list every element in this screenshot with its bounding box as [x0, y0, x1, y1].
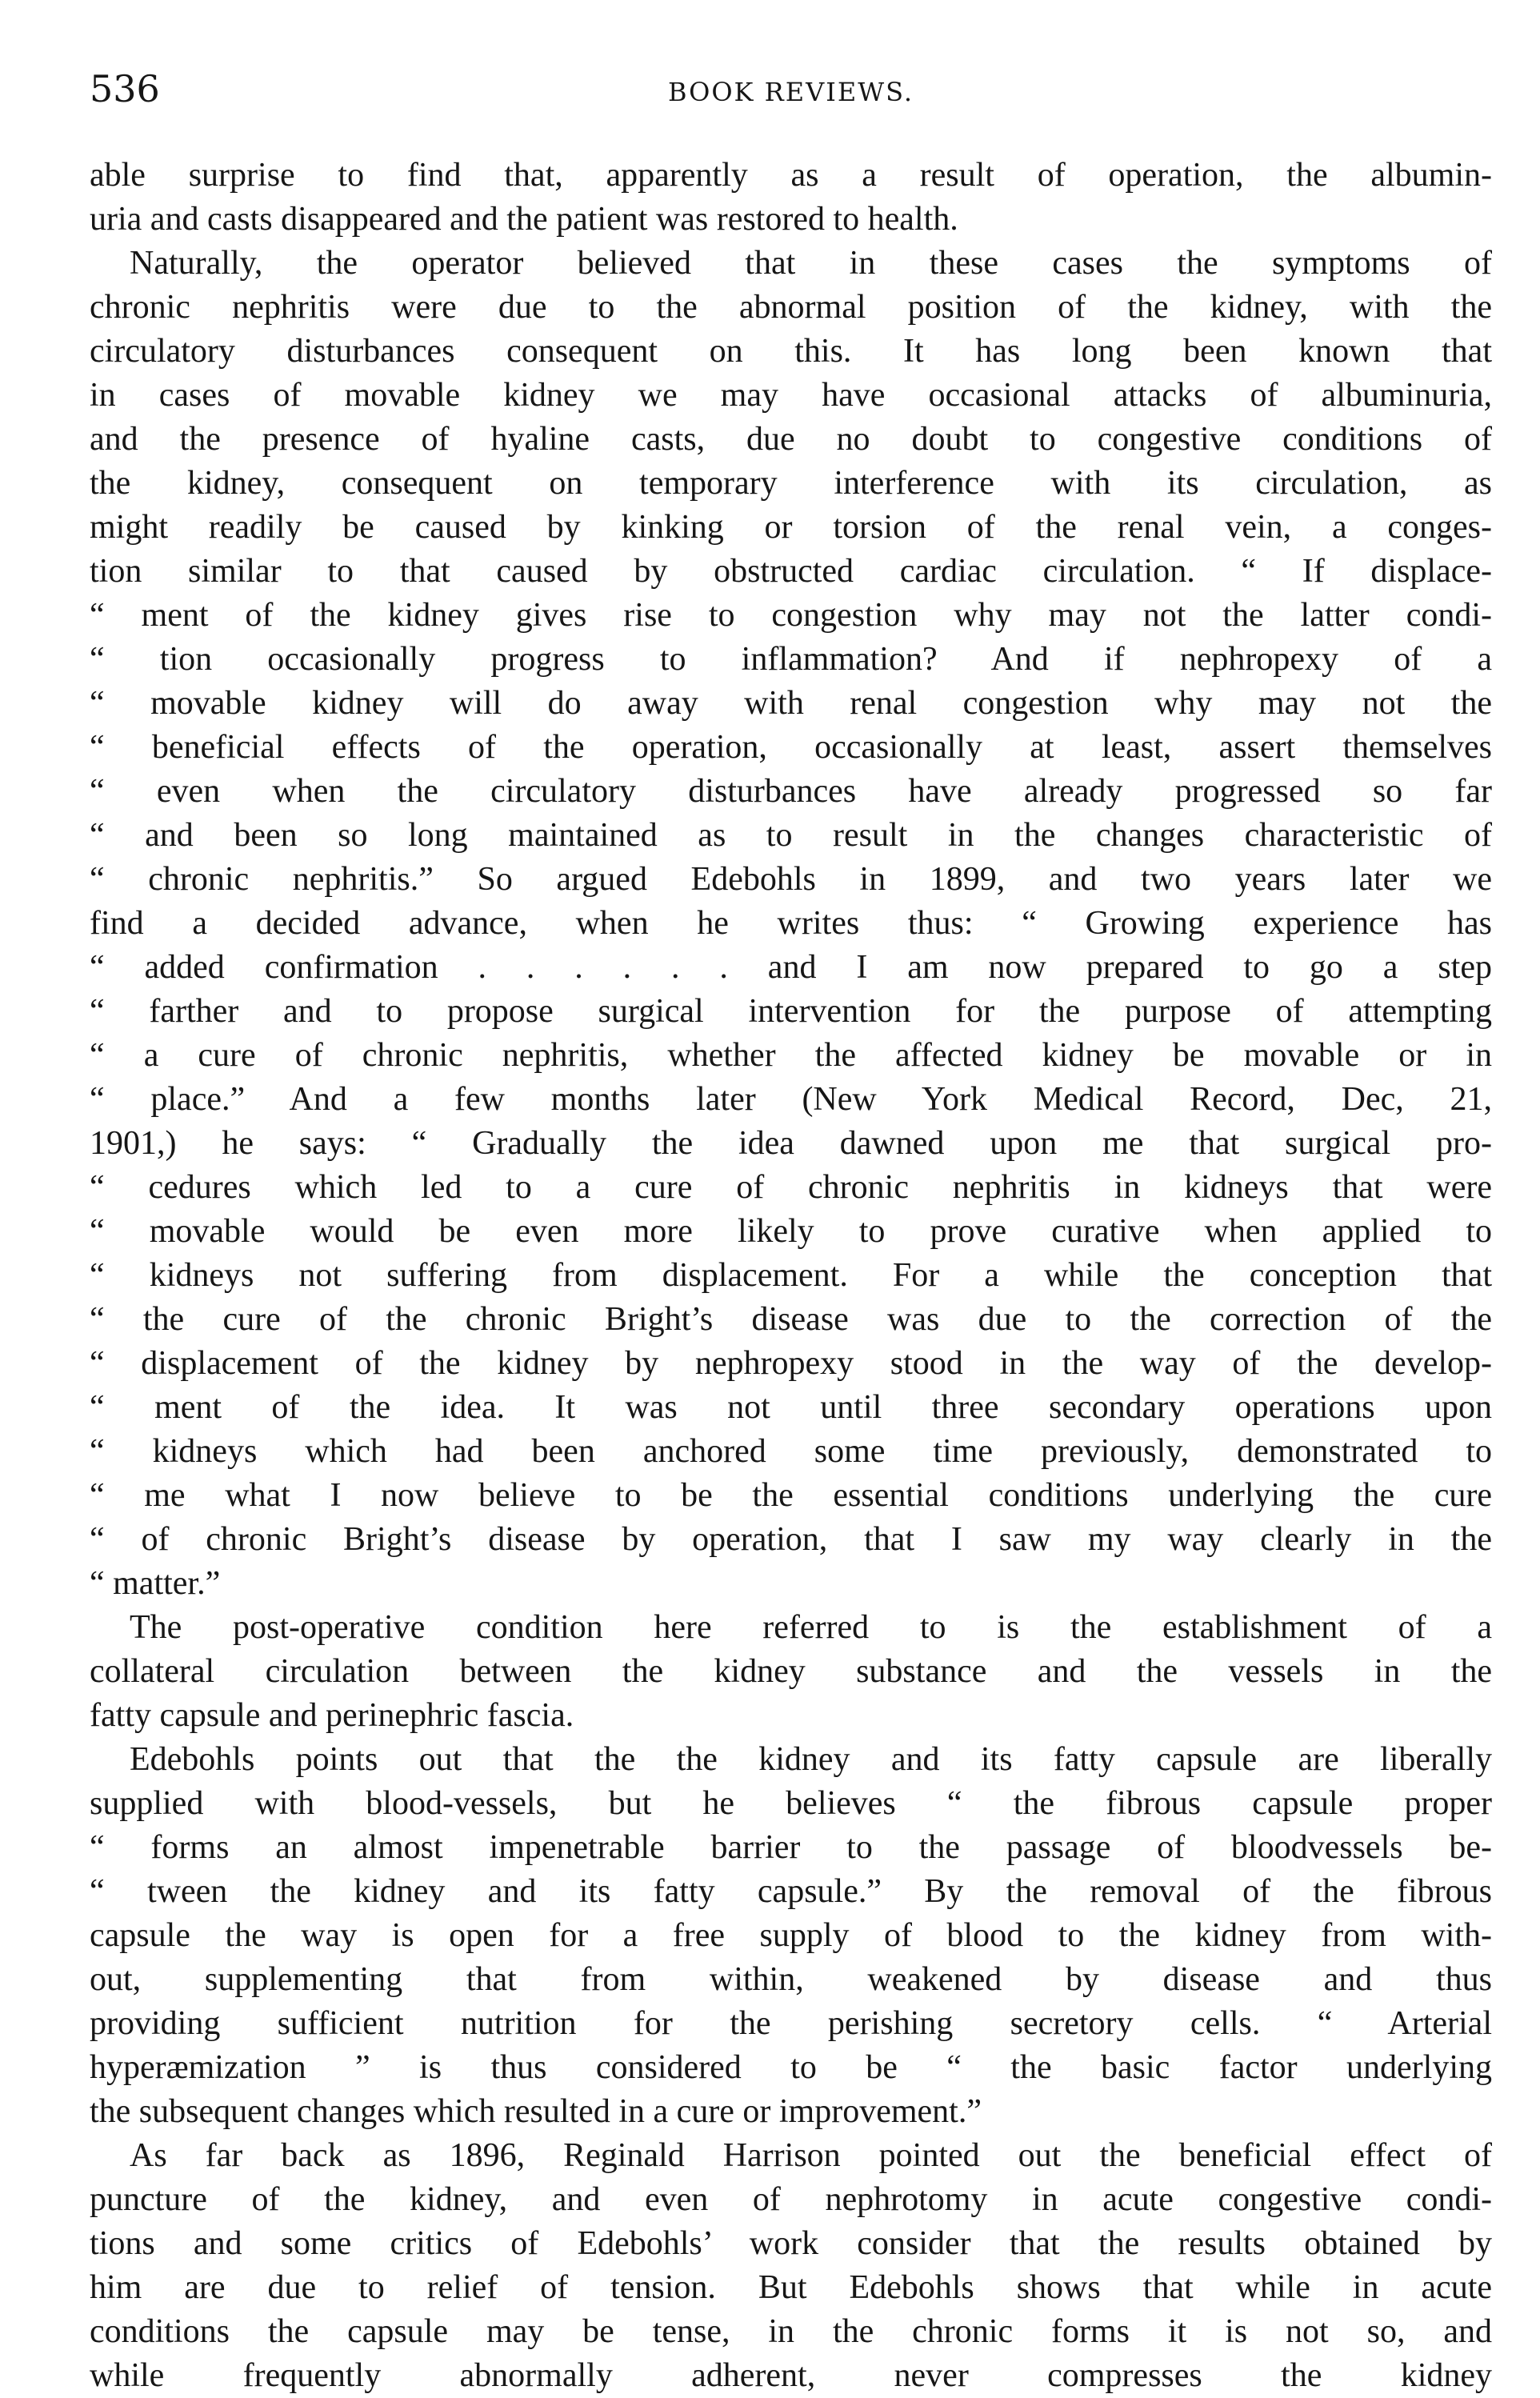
text-line: “ ment of the idea. It was not until three secondary operations upon: [90, 1389, 1492, 1426]
text-line: able surprise to find that, apparently as a result of operation, the albumin-: [90, 157, 1492, 194]
text-line: might readily be caused by kinking or torsion of the renal vein, a conges-: [90, 509, 1492, 546]
text-line: The post-operative condition here referred to is the establishment of a: [130, 1609, 1492, 1646]
text-line: tion similar to that caused by obstructed cardiac circulation. “ If displace-: [90, 553, 1492, 590]
text-line: “ of chronic Bright’s disease by operation, that I saw my way clearly in the: [90, 1521, 1492, 1558]
text-line: chronic nephritis were due to the abnormal position of the kidney, with the: [90, 289, 1492, 326]
text-line: “ added confirmation . . . . . . and I am now prepared to go a step: [90, 949, 1492, 986]
text-line: “ tion occasionally progress to inflammation? And if nephropexy of a: [90, 641, 1492, 678]
text-line: him are due to relief of tension. But Edebohls shows that while in acute: [90, 2269, 1492, 2306]
text-line: circulatory disturbances consequent on this. It has long been known that: [90, 333, 1492, 370]
text-line: “ kidneys not suffering from displacement. For a while the conception that: [90, 1257, 1492, 1294]
text-line: hyperæmization ” is thus considered to be “ the basic factor underlying: [90, 2049, 1492, 2086]
text-line: “ place.” And a few months later (New York Medical Record, Dec, 21,: [90, 1081, 1492, 1118]
text-line: Naturally, the operator believed that in these cases the symptoms of: [130, 245, 1492, 282]
text-line: As far back as 1896, Reginald Harrison pointed out the beneficial effect of: [130, 2137, 1492, 2174]
text-line: “ and been so long maintained as to result in the changes characteristic of: [90, 817, 1492, 854]
text-line: “ even when the circulatory disturbances have already progressed so far: [90, 773, 1492, 810]
text-line: the kidney, consequent on temporary interference with its circulation, as: [90, 465, 1492, 502]
running-title: BOOK REVIEWS.: [667, 77, 914, 107]
text-line: uria and casts disappeared and the patient was restored to health.: [90, 201, 958, 238]
text-line: providing sufficient nutrition for the perishing secretory cells. “ Arterial: [90, 2005, 1492, 2042]
text-line: “ chronic nephritis.” So argued Edebohls in 1899, and two years later we: [90, 861, 1492, 898]
text-line: “ beneficial effects of the operation, occasionally at least, assert themselves: [90, 729, 1492, 766]
text-line: “ ment of the kidney gives rise to congestion why may not the latter condi-: [90, 597, 1492, 634]
text-line: “ a cure of chronic nephritis, whether the affected kidney be movable or in: [90, 1037, 1492, 1074]
text-line: “ farther and to propose surgical intervention for the purpose of attempting: [90, 993, 1492, 1030]
text-line: supplied with blood-vessels, but he believes “ the fibrous capsule proper: [90, 1785, 1492, 1822]
text-line: out, supplementing that from within, weakened by disease and thus: [90, 1961, 1492, 1998]
text-line: tions and some critics of Edebohls’ work consider that the results obtained by: [90, 2225, 1492, 2262]
text-line: 1901,) he says: “ Gradually the idea dawned upon me that surgical pro-: [90, 1125, 1492, 1162]
text-line: “ displacement of the kidney by nephropexy stood in the way of the develop-: [90, 1345, 1492, 1382]
text-line: “ the cure of the chronic Bright’s disease was due to the correction of the: [90, 1301, 1492, 1338]
text-line: the subsequent changes which resulted in a cure or improvement.”: [90, 2093, 982, 2130]
text-line: and the presence of hyaline casts, due no doubt to congestive conditions of: [90, 421, 1492, 458]
text-line: while frequently abnormally adherent, never compresses the kidney: [90, 2357, 1492, 2394]
text-line: find a decided advance, when he writes thus: “ Growing experience has: [90, 905, 1492, 942]
text-line: Edebohls points out that the the kidney and its fatty capsule are liberally: [130, 1741, 1492, 1778]
body-text: [90, 154, 1492, 2398]
text-line: conditions the capsule may be tense, in the chronic forms it is not so, and: [90, 2313, 1492, 2350]
text-line: capsule the way is open for a free supply of blood to the kidney from with-: [90, 1917, 1492, 1954]
text-line: fatty capsule and perinephric fascia.: [90, 1697, 574, 1734]
page-number: 536: [90, 67, 160, 110]
text-line: “ movable kidney will do away with renal congestion why may not the: [90, 685, 1492, 722]
text-line: “ me what I now believe to be the essential conditions underlying the cure: [90, 1477, 1492, 1514]
text-line: “ kidneys which had been anchored some time previously, demonstrated to: [90, 1433, 1492, 1470]
text-line: collateral circulation between the kidney substance and the vessels in the: [90, 1653, 1492, 1690]
text-line: “ matter.”: [90, 1565, 221, 1602]
text-line: puncture of the kidney, and even of nephrotomy in acute congestive condi-: [90, 2181, 1492, 2218]
running-head: [90, 0, 1492, 128]
text-line: “ cedures which led to a cure of chronic nephritis in kidneys that were: [90, 1169, 1492, 1206]
text-line: in cases of movable kidney we may have occasional attacks of albuminuria,: [90, 377, 1492, 414]
text-line: “ movable would be even more likely to prove curative when applied to: [90, 1213, 1492, 1250]
text-line: “ forms an almost impenetrable barrier to the passage of bloodvessels be-: [90, 1829, 1492, 1866]
text-line: “ tween the kidney and its fatty capsule.” By the removal of the fibrous: [90, 1873, 1492, 1910]
